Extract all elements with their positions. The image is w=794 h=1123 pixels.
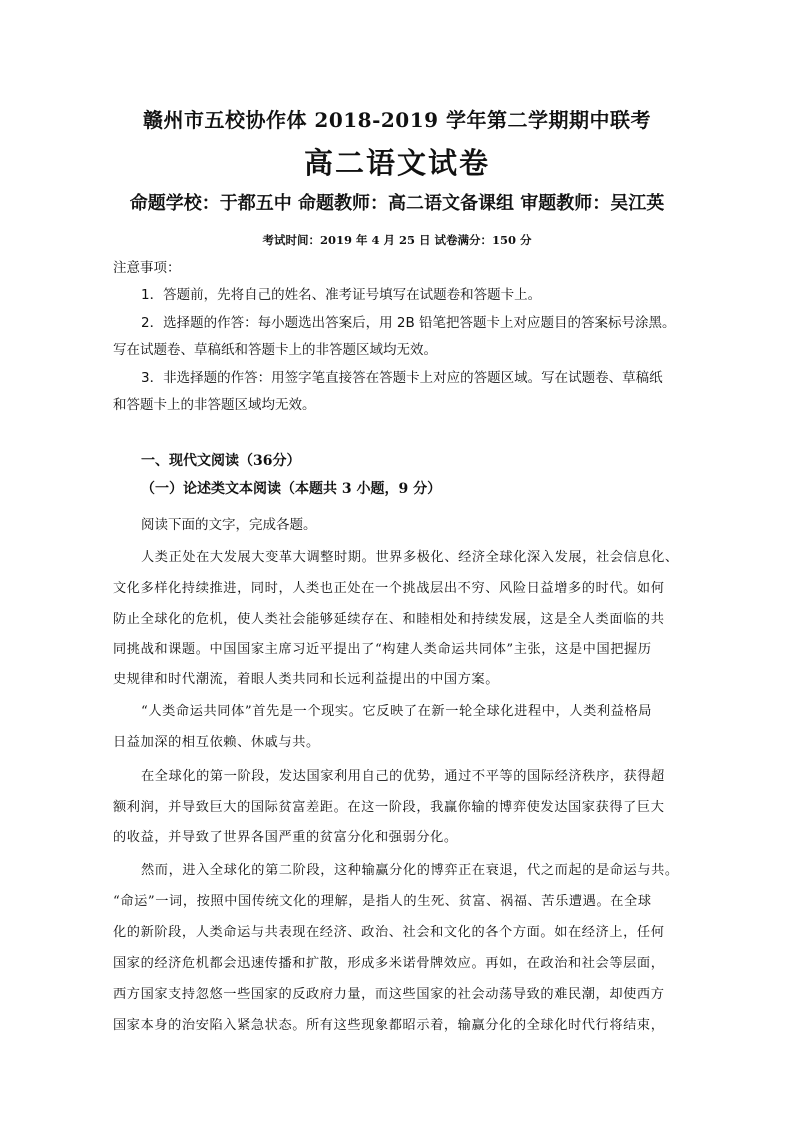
passage-line: 同挑战和课题。中国国家主席习近平提出了“构建人类命运共同体”主张，这是中国把握历 — [113, 642, 652, 657]
exam-info: 考试时间：2019 年 4 月 25 日 试卷满分：150 分 — [262, 233, 532, 247]
passage-line: 防止全球化的危机，使人类社会能够延续存在、和睦相处和持续发展，这是全人类面临的共 — [113, 612, 665, 627]
exam-title-main: 高二语文试卷 — [303, 146, 490, 180]
passage-line: 西方国家支持忽悠一些国家的反政府力量，而这些国家的社会动荡导致的难民潮，却使西方 — [113, 987, 665, 1002]
passage-line: 文化多样化持续推进，同时，人类也正处在一个挑战层出不穷、风险日益增多的时代。如何 — [113, 581, 665, 596]
notes-line: 和答题卡上的非答题区域均无效。 — [113, 397, 316, 413]
exam-title-authors: 命题学校：于都五中 命题教师：高二语文备课组 审题教师：吴江英 — [129, 193, 665, 214]
notes-line: 写在试题卷、草稿纸和答题卡上的非答题区域均无效。 — [113, 342, 437, 358]
notes-line: 1．答题前，先将自己的姓名、准考证号填写在试题卷和答题卡上。 — [141, 287, 542, 303]
notes-heading: 注意事项： — [113, 260, 181, 276]
section-subtitle: （一）论述类文本阅读（本题共 3 小题，9 分） — [141, 481, 442, 497]
passage-line: 史规律和时代潮流，着眼人类共同和长远利益提出的中国方案。 — [113, 672, 500, 687]
notes-line: 3．非选择题的作答：用签字笔直接答在答题卡上对应的答题区域。写在试题卷、草稿纸 — [141, 370, 663, 386]
reading-instruction: 阅读下面的文字，完成各题。 — [141, 517, 317, 533]
exam-title-line1: 赣州市五校协作体 2018-2019 学年第二学期期中联考 — [142, 108, 652, 132]
section-title: 一、现代文阅读（36分） — [141, 453, 301, 469]
passage-line: 在全球化的第一阶段，发达国家利用自己的优势，通过不平等的国际经济秩序，获得超 — [141, 769, 665, 784]
passage-line: 日益加深的相互依赖、休戚与共。 — [113, 735, 320, 750]
passage-line: 化的新阶段，人类命运与共表现在经济、政治、社会和文化的各个方面。如在经济上，任何 — [113, 925, 665, 940]
passage-line: “人类命运共同体”首先是一个现实。它反映了在新一轮全球化进程中，人类利益格局 — [141, 704, 653, 719]
notes-line: 2．选择题的作答：每小题选出答案后，用 2B 铅笔把答题卡上对应题目的答案标号涂黑。 — [141, 315, 676, 331]
passage-line: 国家的经济危机都会迅速传播和扩散，形成多米诺骨牌效应。再如，在政治和社会等层面， — [113, 956, 665, 971]
passage-line: 人类正处在大发展大变革大调整时期。世界多极化、经济全球化深入发展，社会信息化、 — [141, 550, 679, 565]
passage-line: “命运”一词，按照中国传统文化的理解，是指人的生死、贫富、祸福、苦乐遭遇。在全球 — [113, 894, 652, 909]
passage-line: 的收益，并导致了世界各国严重的贫富分化和强弱分化。 — [113, 830, 458, 845]
passage-line: 然而，进入全球化的第二阶段，这种输赢分化的博弈正在衰退，代之而起的是命运与共。 — [141, 863, 679, 878]
passage-line: 国家本身的治安陷入紧急状态。所有这些现象都昭示着，输赢分化的全球化时代行将结束， — [113, 1018, 665, 1033]
passage-line: 额利润，并导致巨大的国际贫富差距。在这一阶段，我赢你输的博弈使发达国家获得了巨大 — [113, 800, 665, 815]
